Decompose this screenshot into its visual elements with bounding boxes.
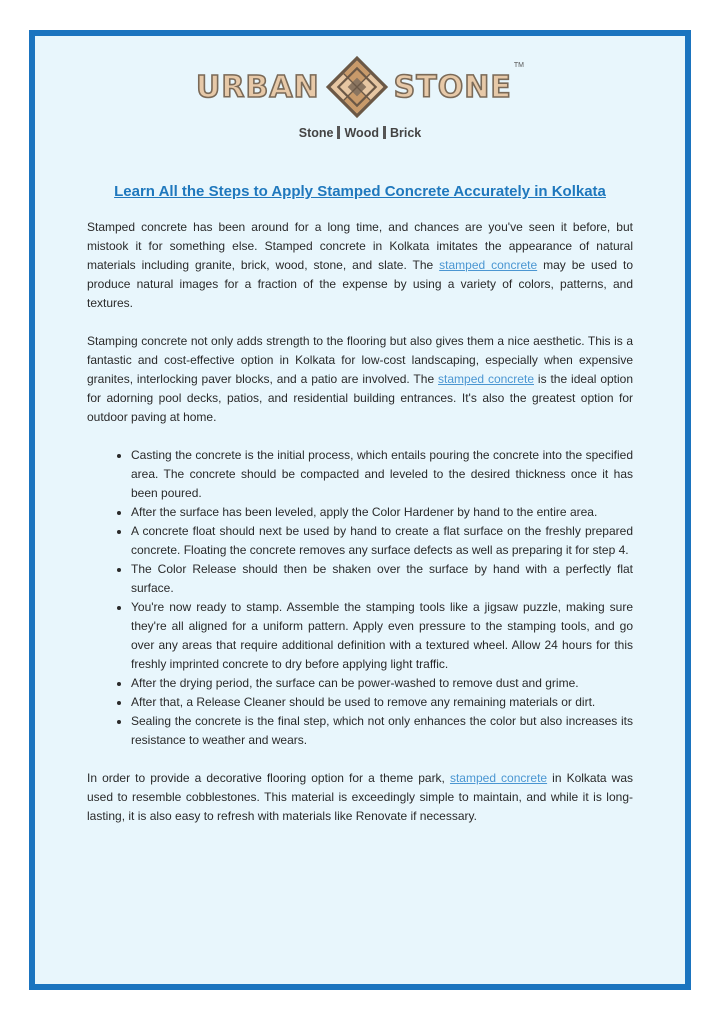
stamped-concrete-link[interactable]: stamped concrete [449, 771, 548, 785]
paragraph-text: is the ideal option for adorning pool decks, patios, and residential building entrances. It's also the greatest option for outdoor paving at home. [87, 372, 634, 424]
paragraph-benefits [87, 332, 633, 427]
list-item: • The Color Release should then be shaken over the surface by hand with a perfectly flat surface. [131, 560, 633, 598]
brand-logo [0, 52, 720, 172]
tagline-brick: Brick [389, 126, 422, 140]
list-item: • Casting the concrete is the initial process, which entails pouring the concrete into the specified area. The concrete should be compacted and leveled to the desired thickness once it has been poured. [131, 446, 633, 503]
tagline-divider [383, 126, 386, 139]
paragraph-text: In order to provide a decorative flooring option for a theme park, [87, 771, 450, 785]
list-item: • After that, a Release Cleaner should be used to remove any remaining materials or dirt. [131, 693, 633, 712]
brand-tagline [0, 126, 720, 140]
paragraph-text: Stamping concrete not only adds strength to the flooring but also gives them a nice aesthetic. This is a fantastic and cost-effective option in Kolkata for low-cost landscaping, especially when expensive granites, interlocking paver blocks, and a patio are involved. The [87, 334, 633, 386]
list-item: • A concrete float should next be used by hand to create a flat surface on the freshly prepared concrete. Floating the concrete removes any surface defects as well as preparing it for step 4. [131, 522, 633, 560]
article-title[interactable]: Learn All the Steps to Apply Stamped Concrete Accurately in Kolkata [114, 183, 606, 200]
logo-word-right: STONE [393, 69, 512, 105]
list-item: • After the surface has been leveled, apply the Color Hardener by hand to the entire area. [131, 503, 633, 522]
paragraph-text: in Kolkata was used to resemble cobblestones. This material is exceedingly simple to maintain, and while it is long-lasting, it is also easy to refresh with materials like Renovate if necessary. [87, 771, 633, 823]
paragraph-text: may be used to produce natural images for a fraction of the expense by using a variety of colors, patterns, and textures. [87, 258, 633, 310]
tagline-divider [337, 126, 340, 139]
trademark-mark: TM [513, 62, 524, 69]
stamped-concrete-link[interactable]: stamped concrete [438, 372, 534, 386]
list-item: • After the drying period, the surface can be power-washed to remove dust and grime. [131, 674, 633, 693]
paragraph-conclusion [87, 769, 633, 826]
steps-list [87, 446, 633, 750]
tagline-wood: Wood [344, 126, 379, 140]
logo-diamond-icon [324, 54, 390, 120]
paragraph-intro [87, 218, 633, 313]
list-item: • Sealing the concrete is the final step, which not only enhances the color but also increases its resistance to weather and wears. [131, 712, 633, 750]
stamped-concrete-link[interactable]: stamped concrete [439, 258, 538, 272]
paragraph-text: Stamped concrete has been around for a long time, and chances are you've seen it before, but mistook it for something else. Stamped concrete in Kolkata imitates the appearance of natural materials including granite, brick, wood, stone, and slate. The [87, 220, 633, 272]
list-item: • You're now ready to stamp. Assemble the stamping tools like a jigsaw puzzle, making sure they're all aligned for a uniform pattern. Apply even pressure to the stamping tools, and go over any areas that require additional definition with a textured wheel. Allow 24 hours for this freshly imprinted concrete to dry before applying light traffic. [131, 598, 633, 674]
tagline-stone: Stone [298, 126, 334, 140]
article [87, 180, 633, 845]
logo-word-left: URBAN [196, 69, 320, 105]
